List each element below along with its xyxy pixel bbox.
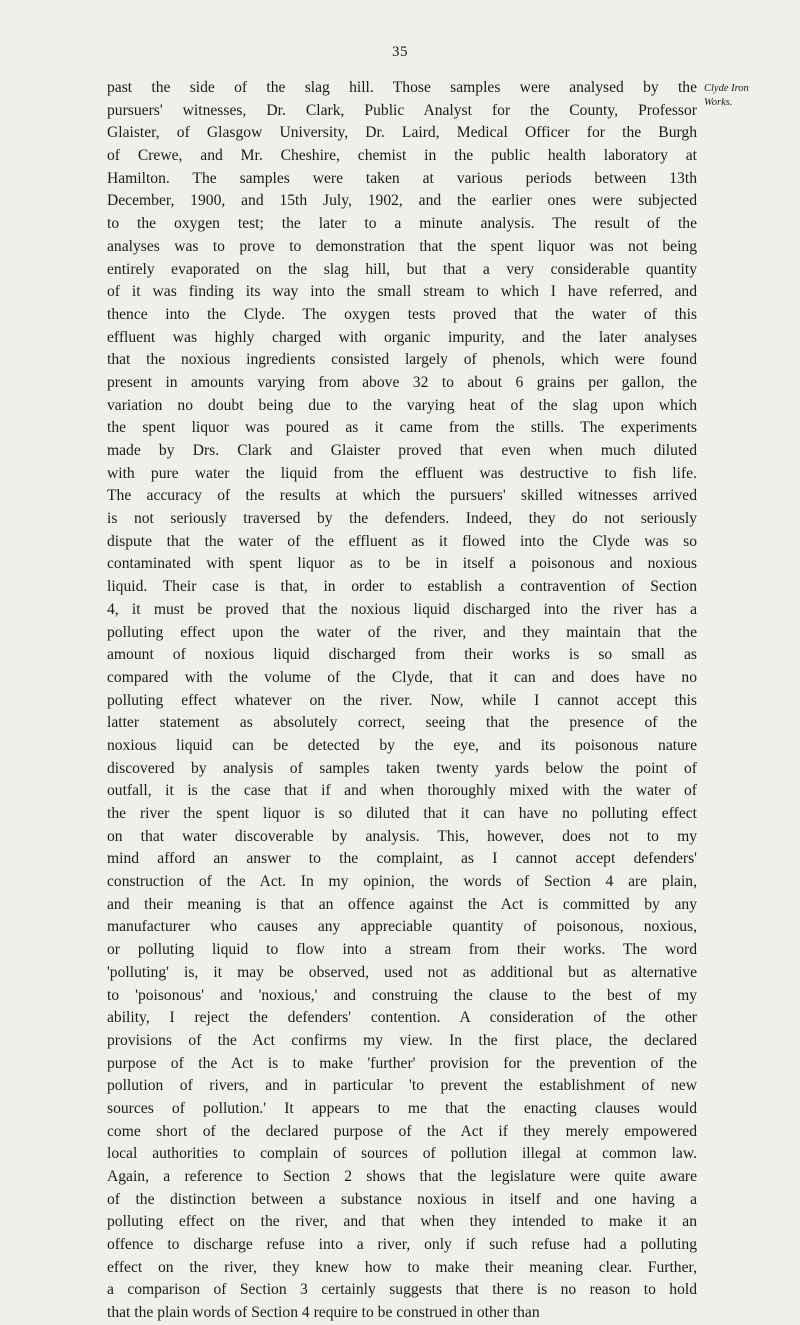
text-line: that the plain words of Section 4 require to be construed in other than xyxy=(107,1304,540,1322)
text-line: Again, a reference to Section 2 shows that the legislature were quite aware xyxy=(107,1168,697,1185)
text-line: of the distinction between a substance noxious in itself and one having a xyxy=(107,1190,697,1208)
text-line: that the noxious ingredients consisted largely of phenols, which were found xyxy=(107,351,697,369)
text-line: of it was finding its way into the small stream to which I have referred, and xyxy=(107,283,697,301)
text-line: 4, it must be proved that the noxious liquid discharged into the river has a xyxy=(107,600,697,618)
text-line: entirely evaporated on the slag hill, but that a very considerable quantity xyxy=(107,260,697,278)
text-line: and their meaning is that an offence against the Act is committed by any xyxy=(107,895,697,913)
text-line: past the side of the slag hill. Those samples were analysed by the xyxy=(107,79,697,96)
text-line: pollution of rivers, and in particular 'to prevent the establishment of new xyxy=(107,1077,697,1095)
text-line: pursuers' witnesses, Dr. Clark, Public Analyst for the County, Professor xyxy=(107,101,697,119)
text-line: present in amounts varying from above 32 to about 6 grains per gallon, the xyxy=(107,373,697,391)
text-line: come short of the declared purpose of the Act if they merely empowered xyxy=(107,1122,697,1140)
text-line: effluent was highly charged with organic impurity, and the later analyses xyxy=(107,328,697,346)
text-line: or polluting liquid to flow into a stream from their works. The word xyxy=(107,941,697,959)
text-line: sources of pollution.' It appears to me that the enacting clauses would xyxy=(107,1099,697,1117)
text-line: latter statement as absolutely correct, seeing that the presence of the xyxy=(107,714,697,732)
margin-note xyxy=(704,82,784,110)
text-line: December, 1900, and 15th July, 1902, and the earlier ones were subjected xyxy=(107,192,697,210)
text-line: polluting effect whatever on the river. Now, while I cannot accept this xyxy=(107,691,697,709)
text-line: discovered by analysis of samples taken twenty yards below the point of xyxy=(107,759,697,777)
text-line: purpose of the Act is to make 'further' provision for the prevention of the xyxy=(107,1054,697,1072)
text-line: of Crewe, and Mr. Cheshire, chemist in the public health laboratory at xyxy=(107,147,697,165)
margin-note-line: Works. xyxy=(704,97,733,108)
text-line: local authorities to complain of sources of pollution illegal at common law. xyxy=(107,1145,697,1163)
text-line: Hamilton. The samples were taken at various periods between 13th xyxy=(107,169,697,187)
text-line: manufacturer who causes any appreciable quantity of poisonous, noxious, xyxy=(107,918,697,936)
text-line: compared with the volume of the Clyde, that it can and does have no xyxy=(107,668,697,686)
text-line: outfall, it is the case that if and when thoroughly mixed with the water of xyxy=(107,782,697,800)
text-line: Glaister, of Glasgow University, Dr. Laird, Medical Officer for the Burgh xyxy=(107,124,697,142)
text-line: with pure water the liquid from the effluent was destructive to fish life. xyxy=(107,464,697,482)
text-line: to the oxygen test; the later to a minute analysis. The result of the xyxy=(107,215,697,233)
page-number: 35 xyxy=(392,44,408,60)
text-line: mind afford an answer to the complaint, as I cannot accept defenders' xyxy=(107,850,697,868)
text-line: polluting effect upon the water of the river, and they maintain that the xyxy=(107,623,697,641)
text-line: thence into the Clyde. The oxygen tests proved that the water of this xyxy=(107,305,697,323)
text-line: provisions of the Act confirms my view. In the first place, the declared xyxy=(107,1031,697,1049)
text-line: on that water discoverable by analysis. This, however, does not to my xyxy=(107,827,697,845)
text-line: analyses was to prove to demonstration that the spent liquor was not being xyxy=(107,237,697,255)
text-line: a comparison of Section 3 certainly suggests that there is no reason to hold xyxy=(107,1281,697,1299)
text-line: effect on the river, they knew how to make their meaning clear. Further, xyxy=(107,1258,697,1276)
text-line: offence to discharge refuse into a river, only if such refuse had a polluting xyxy=(107,1236,697,1254)
text-line: polluting effect on the river, and that when they intended to make it an xyxy=(107,1213,697,1231)
text-line: the spent liquor was poured as it came from the stills. The experiments xyxy=(107,419,697,437)
text-line: is not seriously traversed by the defenders. Indeed, they do not seriously xyxy=(107,510,697,528)
text-line: contaminated with spent liquor as to be in itself a poisonous and noxious xyxy=(107,555,697,573)
text-line: the river the spent liquor is so diluted that it can have no polluting effect xyxy=(107,805,697,822)
text-line: dispute that the water of the effluent as it flowed into the Clyde was so xyxy=(107,532,697,550)
text-line: amount of noxious liquid discharged from their works is so small as xyxy=(107,646,697,664)
text-line: 'polluting' is, it may be observed, used not as additional but as alternative xyxy=(107,963,697,981)
text-line: liquid. Their case is that, in order to establish a contravention of Section xyxy=(107,578,697,596)
text-line: noxious liquid can be detected by the eye, and its poisonous nature xyxy=(107,736,697,754)
body-text xyxy=(107,77,697,1325)
text-line: ability, I reject the defenders' contention. A consideration of the other xyxy=(107,1009,697,1027)
text-line: The accuracy of the results at which the pursuers' skilled witnesses arrived xyxy=(107,487,697,505)
text-line: construction of the Act. In my opinion, the words of Section 4 are plain, xyxy=(107,873,697,891)
text-line: to 'poisonous' and 'noxious,' and construing the clause to the best of my xyxy=(107,986,697,1004)
text-line: variation no doubt being due to the varying heat of the slag upon which xyxy=(107,396,697,414)
text-line: made by Drs. Clark and Glaister proved that even when much diluted xyxy=(107,442,697,459)
margin-note-line: Clyde Iron xyxy=(704,83,749,94)
